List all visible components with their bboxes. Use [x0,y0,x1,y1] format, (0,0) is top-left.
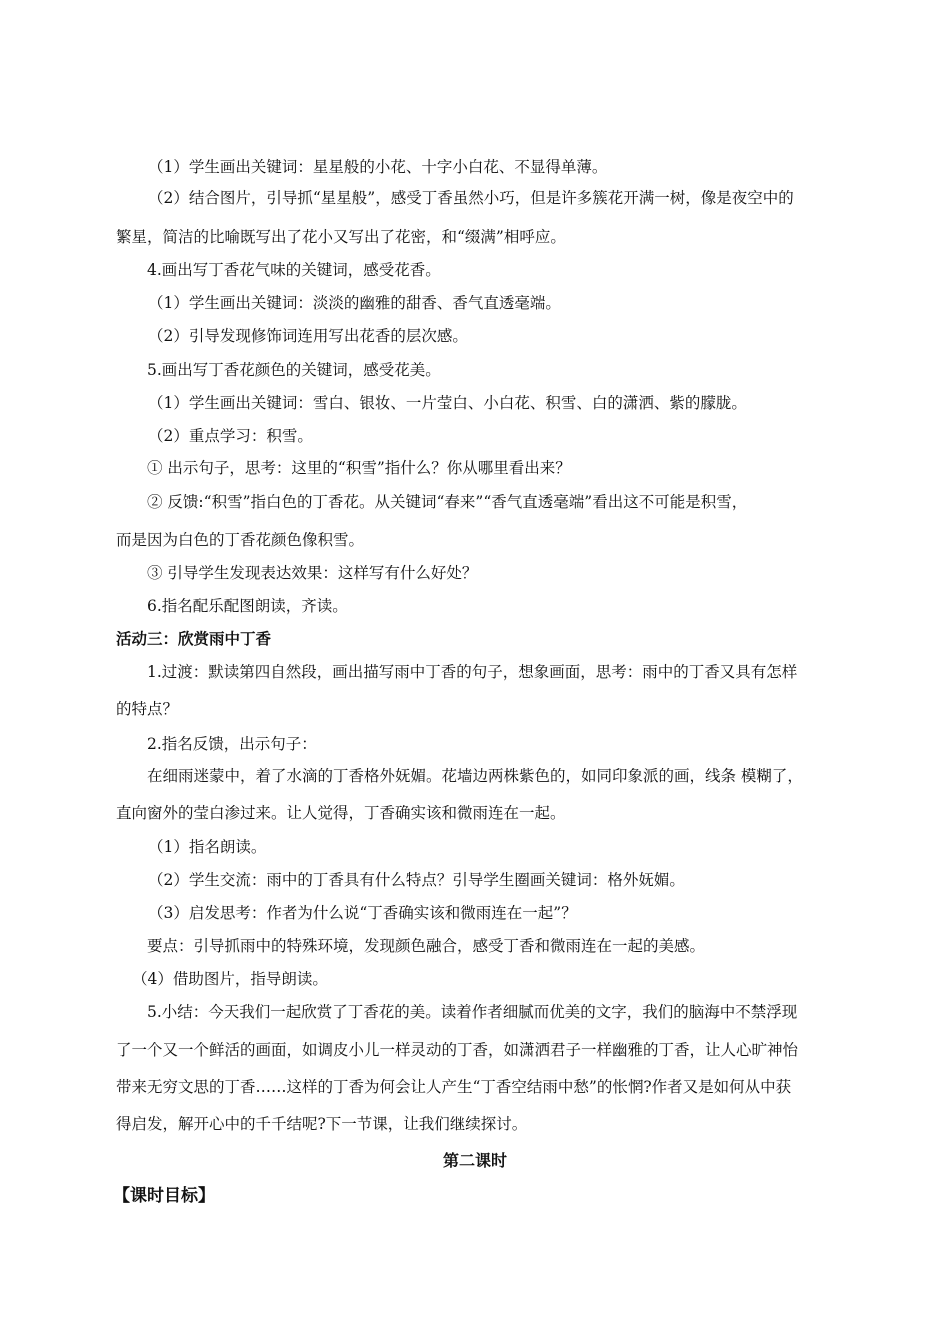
text-line: 5.画出写丁香花颜色的关键词，感受花美。 [147,361,441,379]
text-line: （2）引导发现修饰词连用写出花香的层次感。 [148,327,468,345]
text-line: 在细雨迷蒙中，着了水滴的丁香格外妩媚。花墙边两株紫色的，如同印象派的画，线条 模糊了， [147,767,803,785]
text-line: 5.小结：今天我们一起欣赏了丁香花的美。读着作者细腻而优美的文字，我们的脑海中不禁浮现 [147,1003,798,1021]
text-line: 2.指名反馈，出示句子： [147,735,317,753]
text-line: 的特点？ [116,700,179,718]
text-line: （1）学生画出关键词：雪白、银妆、一片莹白、小白花、积雪、白的潇洒、紫的朦胧。 [148,394,747,412]
text-line: 直向窗外的莹白渗过来。让人觉得，丁香确实该和微雨连在一起。 [116,804,566,822]
lesson-goals-heading: 【课时目标】 [113,1186,215,1206]
text-line: ① 出示句子，思考：这里的“积雪”指什么？你从哪里看出来？ [147,459,571,477]
text-line: （2）学生交流：雨中的丁香具有什么特点？引导学生圈画关键词：格外妩媚。 [148,871,685,889]
text-line: （4）借助图片，指导朗读。 [132,970,328,988]
text-line: （1）指名朗读。 [148,838,267,856]
text-line: （2）结合图片，引导抓“星星般”，感受丁香虽然小巧，但是许多簇花开满一树，像是夜空中的 [148,189,794,207]
text-line: 而是因为白色的丁香花颜色像积雪。 [116,531,365,549]
text-line: （1）学生画出关键词：星星般的小花、十字小白花、不显得单薄。 [148,158,608,176]
lesson-title: 第二课时 [443,1151,508,1170]
text-line: （2）重点学习：积雪。 [148,427,313,445]
text-line: 带来无穷文思的丁香……这样的丁香为何会让人产生“丁香空结雨中愁”的怅惘?作者又是如何从中获 [116,1078,792,1096]
text-line: 1.过渡：默读第四自然段，画出描写雨中丁香的句子，想象画面，思考：雨中的丁香又具有怎样 [147,663,798,681]
text-line: 得启发，解开心中的千千结呢?下一节课，让我们继续探讨。 [116,1115,528,1133]
text-line: ③ 引导学生发现表达效果：这样写有什么好处？ [147,564,478,582]
text-line: ② 反馈:“积雪”指白色的丁香花。从关键词“春来”“香气直透毫端”看出这不可能是积雪， [147,493,748,511]
text-line: 了一个又一个鲜活的画面，如调皮小儿一样灵动的丁香，如潇洒君子一样幽雅的丁香，让人心旷神怡 [116,1041,799,1059]
text-line: 6.指名配乐配图朗读，齐读。 [147,597,348,615]
text-line: 要点：引导抓雨中的特殊环境，发现颜色融合，感受丁香和微雨连在一起的美感。 [147,937,706,955]
text-line: （1）学生画出关键词：淡淡的幽雅的甜香、香气直透毫端。 [148,294,561,312]
section-heading: 活动三：欣赏雨中丁香 [116,630,272,648]
text-line: 4.画出写丁香花气味的关键词，感受花香。 [147,261,441,279]
text-line: （3）启发思考：作者为什么说“丁香确实该和微雨连在一起”？ [148,904,577,922]
text-line: 繁星，简洁的比喻既写出了花小又写出了花密，和“缀满”相呼应。 [116,228,566,246]
